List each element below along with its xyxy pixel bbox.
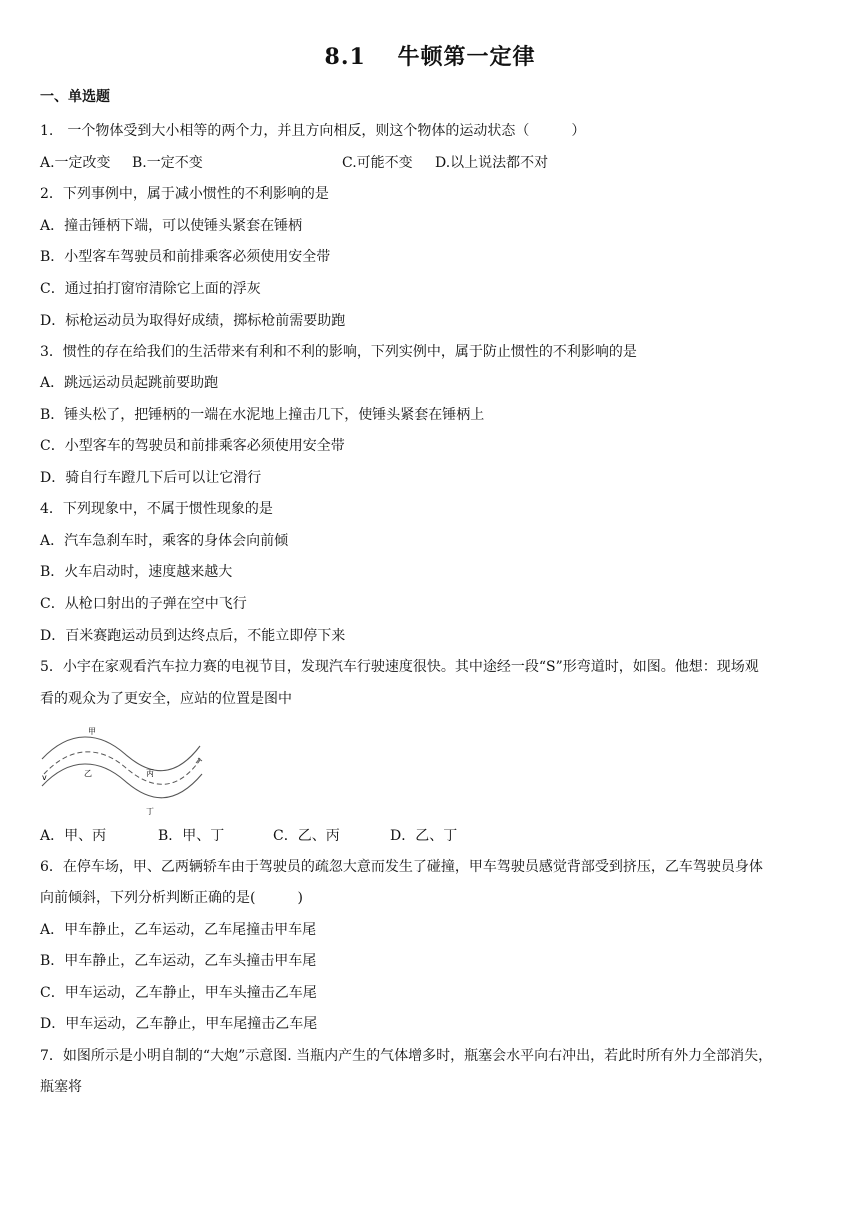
option-d: D．乙、丁 xyxy=(390,828,458,844)
section-heading: 一、单选题 xyxy=(40,89,110,105)
option-a: A．甲、丙 xyxy=(40,828,107,844)
question-6-stem-line-2: 向前倾斜，下列分析判断正确的是( ) xyxy=(40,890,303,906)
question-2-option-b: B．小型客车驾驶员和前排乘客必须使用安全带 xyxy=(40,249,331,265)
question-3-option-a: A．跳远运动员起跳前要助跑 xyxy=(40,375,219,391)
question-7-stem-line-2: 瓶塞将 xyxy=(40,1079,82,1095)
option-c: C.可能不变 xyxy=(342,155,413,171)
label-bing: 丙 xyxy=(146,769,154,778)
question-1-stem: 1. 一个物体受到大小相等的两个力，并且方向相反，则这个物体的运动状态（ ） xyxy=(40,123,586,139)
option-d: D.以上说法都不对 xyxy=(435,155,549,171)
label-yi: 乙 xyxy=(84,769,92,778)
label-v: v xyxy=(42,773,47,782)
question-4-stem: 4．下列现象中，不属于惯性现象的是 xyxy=(40,501,273,517)
option-b: B.一定不变 xyxy=(132,155,203,171)
question-3-option-b: B．锤头松了，把锤柄的一端在水泥地上撞击几下，使锤头紧套在锤柄上 xyxy=(40,407,485,423)
question-4-option-c: C．从枪口射出的子弹在空中飞行 xyxy=(40,596,247,612)
question-6-option-b: B．甲车静止，乙车运动，乙车头撞击甲车尾 xyxy=(40,953,317,969)
question-2-stem: 2．下列事例中，属于减小惯性的不利影响的是 xyxy=(40,186,329,202)
question-3-option-d: D．骑自行车蹬几下后可以让它滑行 xyxy=(40,470,262,486)
question-3-stem: 3．惯性的存在给我们的生活带来有利和不利的影响，下列实例中，属于防止惯性的不利影响的是 xyxy=(40,344,637,360)
question-2-option-a: A．撞击锤柄下端，可以使锤头紧套在锤柄 xyxy=(40,218,303,234)
question-5-stem-line-2: 看的观众为了更安全，应站的位置是图中 xyxy=(40,691,292,707)
question-2-option-d: D．标枪运动员为取得好成绩，掷标枪前需要助跑 xyxy=(40,313,346,329)
question-3-option-c: C．小型客车的驾驶员和前排乘客必须使用安全带 xyxy=(40,438,345,454)
question-6-stem-line-1: 6．在停车场，甲、乙两辆轿车由于驾驶员的疏忽大意而发生了碰撞，甲车驾驶员感觉背部受到挤压，乙车驾驶员身体 xyxy=(40,859,763,875)
question-5-stem-line-1: 5．小宇在家观看汽车拉力赛的电视节目，发现汽车行驶速度很快。其中途经一段“S”形弯道时，如图。他想：现场观 xyxy=(40,659,759,675)
s-curve-figure xyxy=(40,724,210,816)
label-ding: 丁 xyxy=(146,807,154,816)
question-7-stem-line-1: 7．如图所示是小明自制的“大炮”示意图. 当瓶内产生的气体增多时，瓶塞会水平向右冲出，若此时所有外力全部消失， xyxy=(40,1048,773,1064)
label-jia: 甲 xyxy=(88,727,96,736)
page-title: 8.1 牛顿第一定律 xyxy=(324,44,536,70)
question-4-option-b: B．火车启动时，速度越来越大 xyxy=(40,564,233,580)
question-6-option-a: A．甲车静止，乙车运动，乙车尾撞击甲车尾 xyxy=(40,922,317,938)
question-2-option-c: C．通过拍打窗帘清除它上面的浮灰 xyxy=(40,281,261,297)
option-c: C．乙、丙 xyxy=(273,828,340,844)
option-b: B．甲、丁 xyxy=(158,828,225,844)
question-4-option-a: A．汽车急刹车时，乘客的身体会向前倾 xyxy=(40,533,289,549)
option-a: A.一定改变 xyxy=(40,155,111,171)
question-6-option-c: C．甲车运动，乙车静止，甲车头撞击乙车尾 xyxy=(40,985,317,1001)
question-6-option-d: D．甲车运动，乙车静止，甲车尾撞击乙车尾 xyxy=(40,1016,318,1032)
question-4-option-d: D．百米赛跑运动员到达终点后，不能立即停下来 xyxy=(40,628,346,644)
